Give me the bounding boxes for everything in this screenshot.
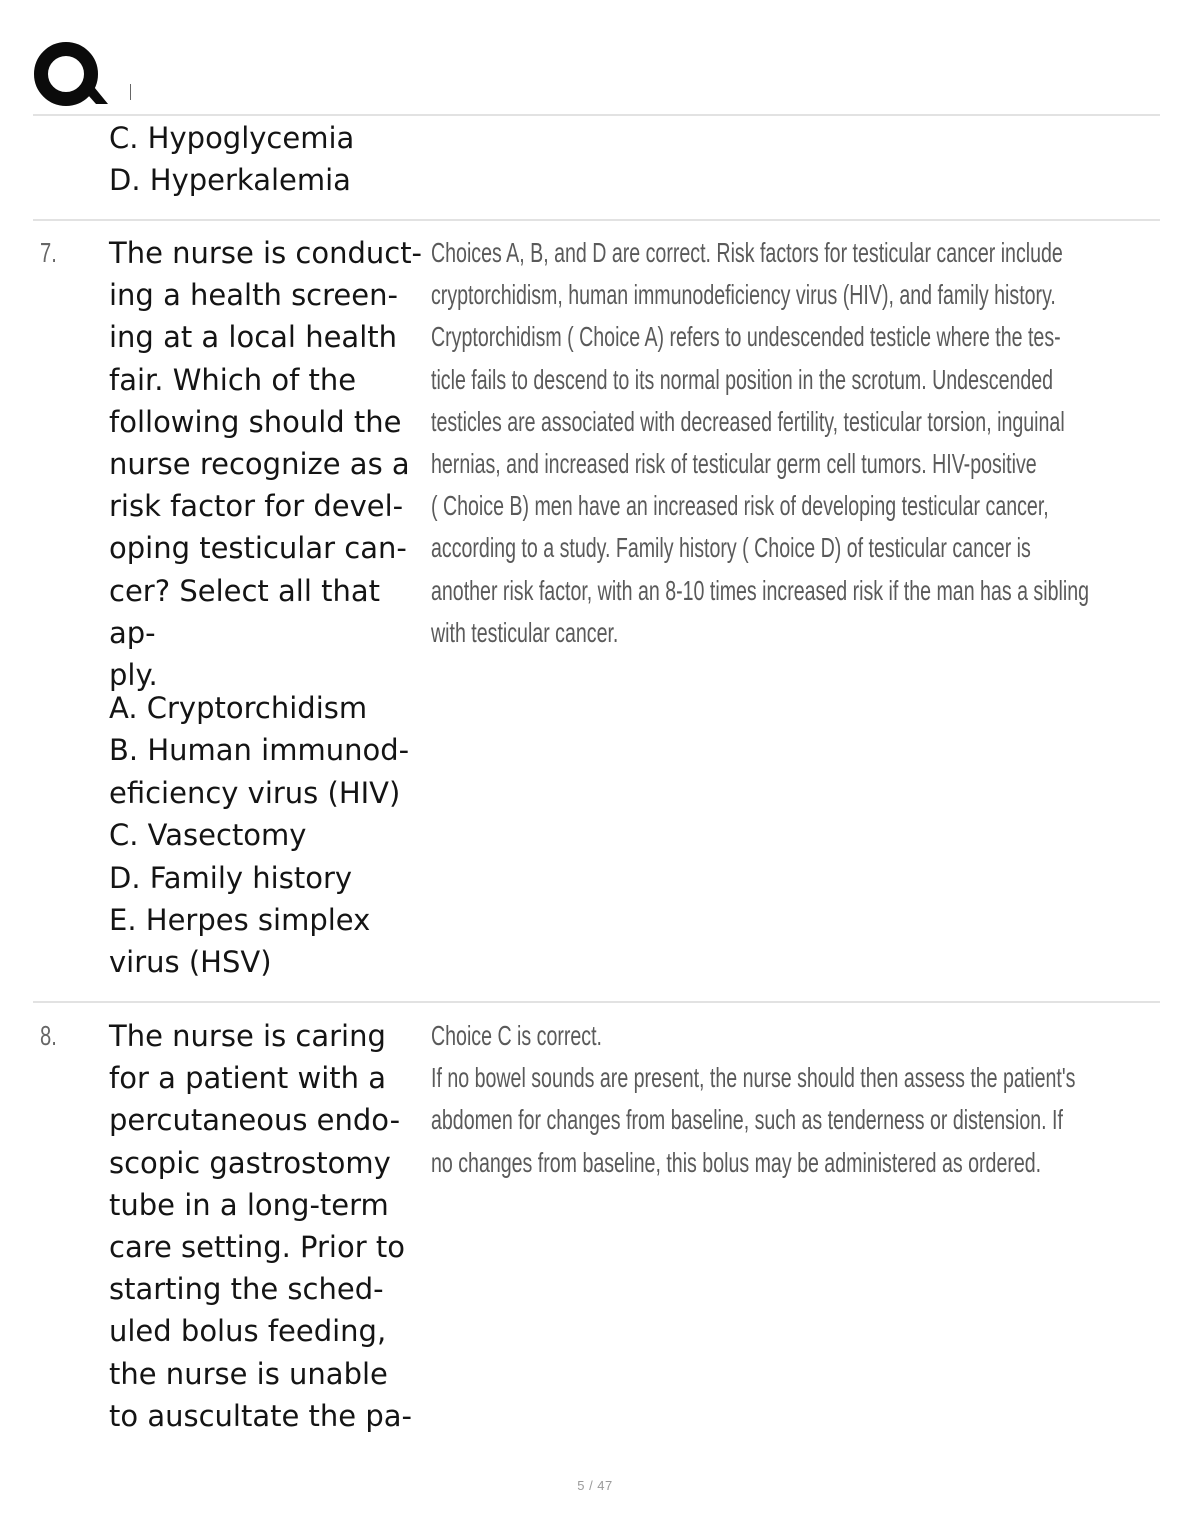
question-7-options xyxy=(109,687,409,984)
question-7-text: The nurse is conduct- ing a health screen- ing at a local health fair. Which of the following should the nurse recognize as a risk factor for devel- oping testicular can- cer? Select all that ap- ply. xyxy=(109,236,423,693)
option-c: C. Vasectomy xyxy=(109,818,307,853)
q-logo-icon xyxy=(30,40,110,110)
question-7-number: 7. xyxy=(40,237,57,268)
header-separator xyxy=(130,84,131,100)
option-d: D. Family history xyxy=(109,860,353,895)
option-e-cont: virus (HSV) xyxy=(109,945,272,980)
prev-question-options xyxy=(109,117,354,202)
question-divider xyxy=(33,219,1160,221)
question-divider xyxy=(33,1001,1160,1003)
header-divider xyxy=(33,114,1160,116)
option-d: D. Hyperkalemia xyxy=(109,163,351,198)
option-a: A. Cryptorchidism xyxy=(109,691,368,725)
question-7-answer: Choices A, B, and D are correct. Risk factors for testicular cancer include cryptorchidism, human immunodeficiency virus (HIV), and family history. Cryptorchidism ( Choice A) refers to undescended testicle where the tes- ticle fails to descend to its normal position in the scrotum. Undescended testicles are associated with decreased fertility, testicular torsion, inguinal hernias, and increased risk of testicular germ cell tumors. HIV-positive ( Choice B) men have an increased risk of developing testicular cancer, according to a study. Family history ( Choice D) of testicular cancer is another risk factor, with an 8-10 times increased risk if the man has a sibling with testicular cancer. xyxy=(431,237,1089,648)
question-8-answer: Choice C is correct. If no bowel sounds are present, the nurse should then assess the patient's abdomen for changes from baseline, such as tenderness or distension. If no changes from baseline, this bolus may be administered as ordered. xyxy=(431,1020,1076,1178)
question-8-text: The nurse is caring for a patient with a percutaneous endo- scopic gastrostomy tube in a long-term care setting. Prior to starting the sched- uled bolus feeding, the nurse is unable to auscultate the pa- xyxy=(109,1019,412,1433)
page-number: 5 / 47 xyxy=(577,1478,613,1493)
question-8-number: 8. xyxy=(40,1020,57,1051)
option-b: B. Human immunod- xyxy=(109,733,410,768)
option-b-cont: eficiency virus (HIV) xyxy=(109,775,401,810)
option-c: C. Hypoglycemia xyxy=(109,121,355,155)
option-e: E. Herpes simplex xyxy=(109,903,371,938)
